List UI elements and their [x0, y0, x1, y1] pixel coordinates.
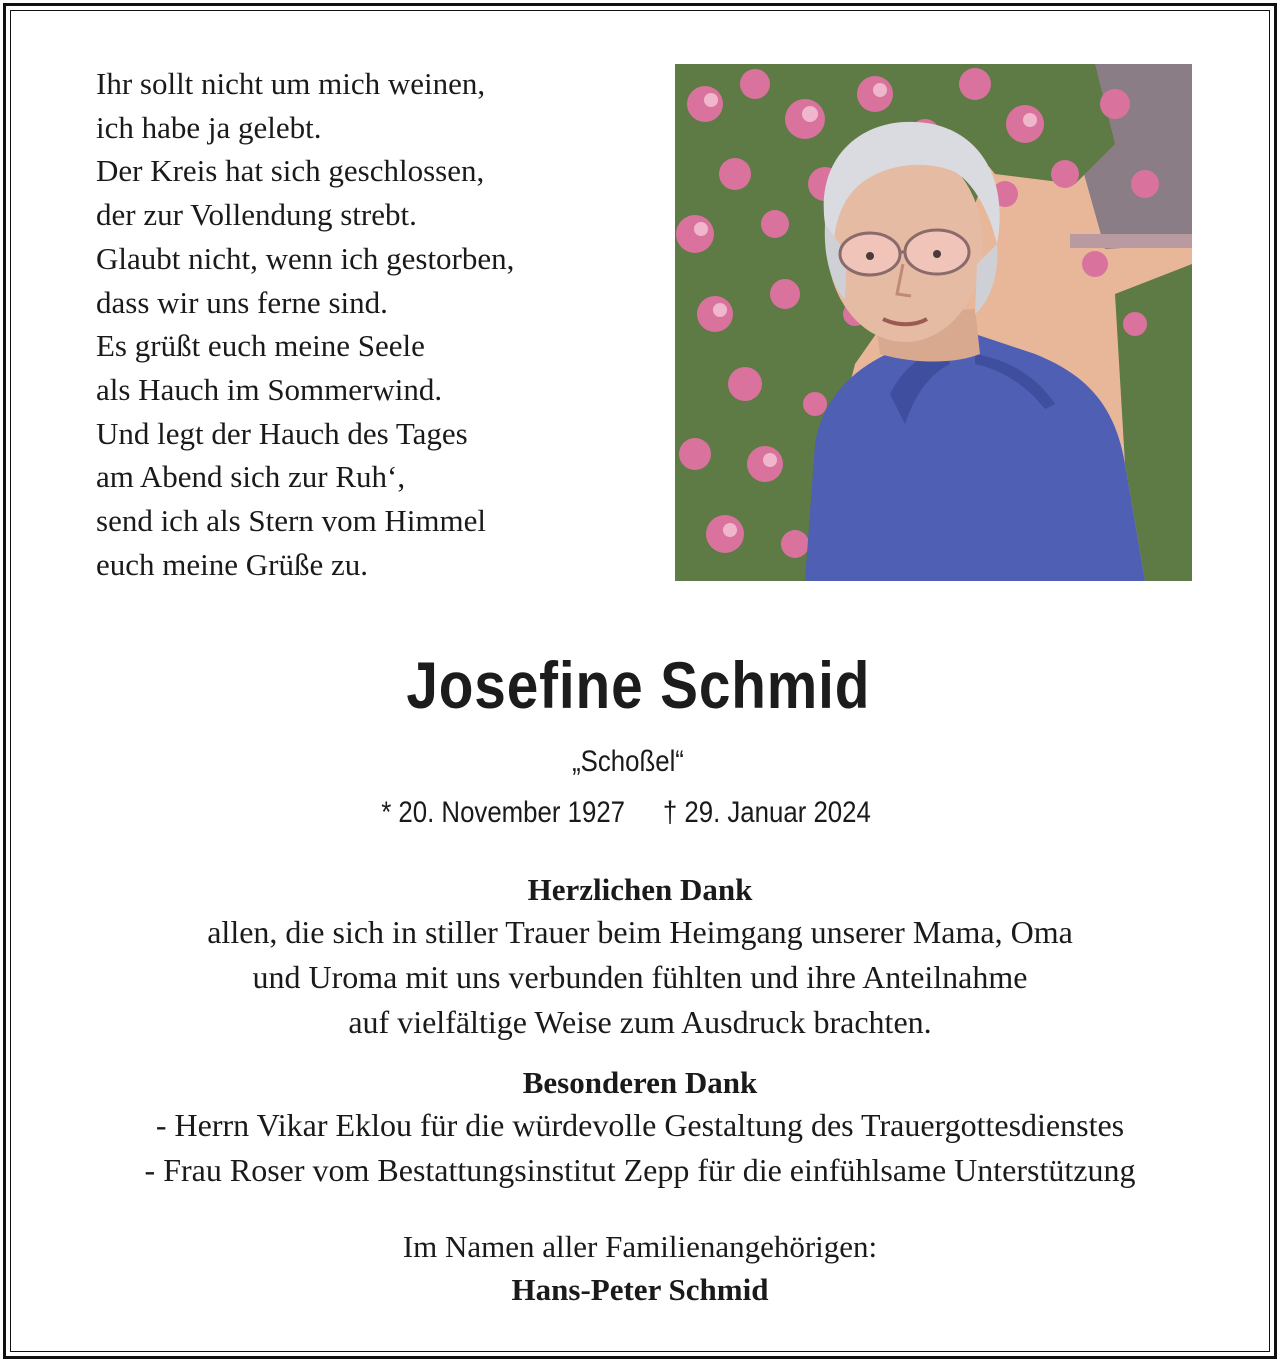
- poem-line: Es grüßt euch meine Seele: [96, 328, 425, 364]
- thanks-heading: Herzlichen Dank: [527, 872, 753, 907]
- special-thanks-text: [0, 1103, 1280, 1193]
- thanks-line: und Uroma mit uns verbunden fühlten und ihre Anteilnahme: [252, 959, 1028, 995]
- thanks-text: [0, 910, 1280, 1045]
- portrait-illustration: [675, 64, 1192, 581]
- poem-line: Und legt der Hauch des Tages: [96, 415, 468, 451]
- special-thanks-heading: Besonderen Dank: [522, 1065, 758, 1100]
- poem-line: Ihr sollt nicht um mich weinen,: [96, 66, 486, 101]
- signoff-name: Hans-Peter Schmid: [511, 1272, 769, 1307]
- deceased-nickname: „Schoßel“: [572, 745, 684, 778]
- poem-line: Glaubt nicht, wenn ich gestorben,: [96, 240, 515, 276]
- signoff-intro: Im Namen aller Familienangehörigen:: [402, 1229, 878, 1264]
- poem-line: send ich als Stern vom Himmel: [96, 503, 487, 539]
- poem-line: als Hauch im Sommerwind.: [96, 371, 443, 407]
- life-dates: [86, 793, 1166, 833]
- special-thanks-line: - Herrn Vikar Eklou für die würdevolle Gestaltung des Trauergottesdienstes: [155, 1107, 1125, 1143]
- poem-line: am Abend sich zur Ruh‘,: [96, 459, 406, 495]
- portrait-photo: [675, 64, 1192, 581]
- thanks-line: allen, die sich in stiller Trauer beim Heimgang unserer Mama, Oma: [207, 914, 1073, 950]
- special-thanks-line: - Frau Roser vom Bestattungsinstitut Zepp für die einfühlsame Unterstützung: [144, 1152, 1136, 1188]
- poem-line: der zur Vollendung strebt.: [96, 197, 417, 233]
- thanks-line: auf vielfältige Weise zum Ausdruck brachten.: [348, 1004, 932, 1040]
- birth-date: * 20. November 1927: [381, 796, 626, 829]
- poem-line: Der Kreis hat sich geschlossen,: [96, 153, 485, 189]
- deceased-name: Josefine Schmid: [406, 648, 871, 722]
- death-date: † 29. Januar 2024: [662, 796, 871, 829]
- poem: [96, 62, 656, 586]
- poem-line: ich habe ja gelebt.: [96, 109, 322, 145]
- poem-line: dass wir uns ferne sind.: [96, 284, 388, 320]
- poem-line: euch meine Grüße zu.: [96, 546, 368, 582]
